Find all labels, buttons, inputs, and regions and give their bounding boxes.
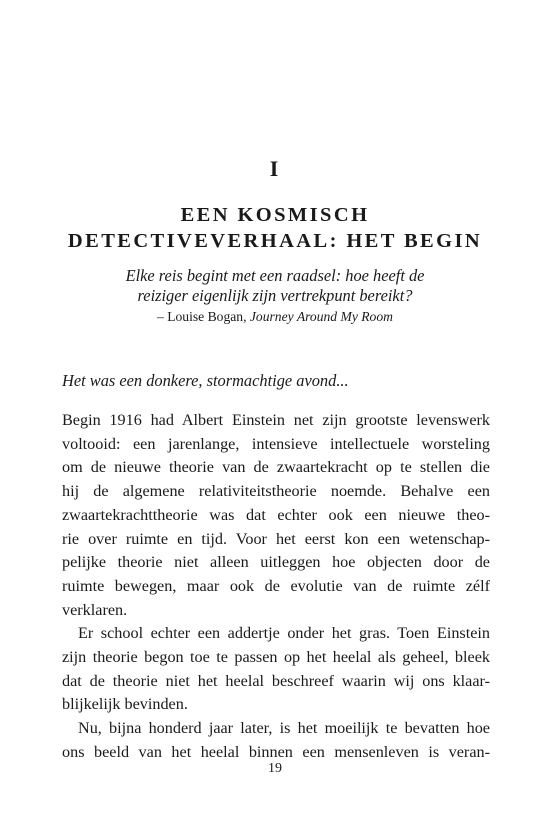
paragraph	[62, 622, 490, 717]
text-line: rie over ruimte en tijd. Voor het eerst kon een wetenschap-	[62, 529, 490, 548]
text-line: blijkelijk bevinden.	[62, 695, 188, 714]
text-line: zijn theorie begon toe te passen op het heelal als geheel, bleek	[62, 648, 490, 667]
text-line: pelijke theorie niet alleen uitleggen hoe objecten door de	[62, 553, 490, 572]
paragraph	[62, 409, 490, 622]
epigraph-author: – Louise Bogan,	[157, 309, 250, 324]
text-line: om de nieuwe theorie van de zwaartekracht op te stellen die	[62, 458, 490, 477]
epigraph	[60, 266, 490, 326]
text-line: hij de algemene relativiteitstheorie noemde. Behalve een	[62, 482, 490, 501]
epigraph-line: reiziger eigenlijk zijn vertrekpunt bereikt?	[137, 286, 413, 305]
text-line: Begin 1916 had Albert Einstein net zijn grootste levenswerk	[62, 411, 490, 429]
body-text	[62, 409, 490, 765]
chapter-title-line: EEN KOSMISCH	[180, 204, 370, 226]
opening-line: Het was een donkere, stormachtige avond...	[62, 371, 349, 390]
text-line: voltooid: een jarenlange, intensieve intellectuele worsteling	[62, 434, 490, 453]
text-line: ruimte bewegen, maar ook de evolutie van de ruimte zélf	[62, 576, 490, 595]
text-line: zwaartekrachttheorie was dat echter ook een nieuwe theo-	[62, 505, 490, 524]
paragraph	[62, 717, 490, 764]
text-line: verklaren.	[62, 600, 128, 619]
chapter-number: I	[269, 156, 281, 181]
text-line: Er school echter een addertje onder het gras. Toen Einstein	[78, 624, 490, 643]
chapter-title-line: DETECTIVEVERHAAL: HET BEGIN	[67, 230, 483, 252]
epigraph-book-title: Journey Around My Room	[249, 309, 393, 324]
text-line: ons beeld van het heelal binnen een mensenleven is veran-	[62, 742, 490, 761]
text-line: Nu, bijna honderd jaar later, is het moeilijk te bevatten hoe	[78, 719, 490, 738]
page-number: 19	[268, 761, 282, 776]
chapter-title	[40, 202, 510, 254]
epigraph-line: Elke reis begint met een raadsel: hoe heeft de	[125, 266, 425, 285]
epigraph-attribution	[60, 308, 490, 326]
text-line: dat de theorie niet het heelal beschreef waarin wij ons klaar-	[62, 671, 490, 690]
